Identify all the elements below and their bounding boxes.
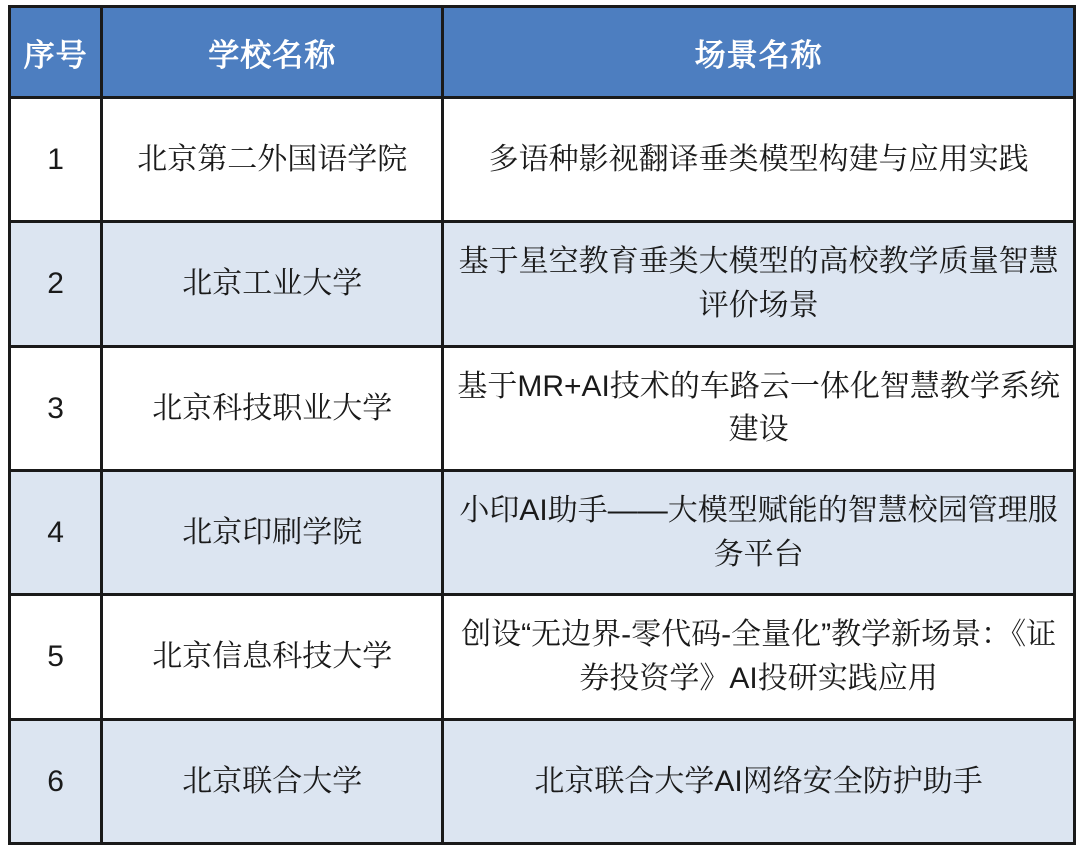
row-index-cell: 2 — [10, 222, 102, 346]
table-body — [10, 98, 1075, 844]
row-scene-cell: 北京联合大学AI网络安全防护助手 — [443, 719, 1075, 843]
table-row — [10, 222, 1075, 346]
row-school-cell: 北京印刷学院 — [102, 470, 443, 594]
row-index-cell: 6 — [10, 719, 102, 843]
table-row — [10, 346, 1075, 470]
row-school-cell: 北京联合大学 — [102, 719, 443, 843]
row-scene-cell: 小印AI助手——大模型赋能的智慧校园管理服务平台 — [443, 470, 1075, 594]
row-scene-cell: 多语种影视翻译垂类模型构建与应用实践 — [443, 98, 1075, 222]
row-scene-cell: 基于星空教育垂类大模型的高校教学质量智慧评价场景 — [443, 222, 1075, 346]
table-page — [8, 5, 1076, 845]
table-row — [10, 719, 1075, 843]
row-index-cell: 3 — [10, 346, 102, 470]
row-school-cell: 北京第二外国语学院 — [102, 98, 443, 222]
table-row — [10, 595, 1075, 719]
row-school-cell: 北京信息科技大学 — [102, 595, 443, 719]
row-school-cell: 北京科技职业大学 — [102, 346, 443, 470]
row-school-cell: 北京工业大学 — [102, 222, 443, 346]
row-scene-cell: 基于MR+AI技术的车路云一体化智慧教学系统建设 — [443, 346, 1075, 470]
header-cell-scene: 场景名称 — [443, 7, 1075, 98]
row-index-cell: 4 — [10, 470, 102, 594]
table-row — [10, 470, 1075, 594]
table-header — [10, 7, 1075, 98]
row-index-cell: 1 — [10, 98, 102, 222]
table-row — [10, 98, 1075, 222]
header-cell-school: 学校名称 — [102, 7, 443, 98]
scene-table — [8, 5, 1076, 845]
header-row — [10, 7, 1075, 98]
row-scene-cell: 创设“无边界-零代码-全量化”教学新场景：《证券投资学》AI投研实践应用 — [443, 595, 1075, 719]
header-cell-index: 序号 — [10, 7, 102, 98]
row-index-cell: 5 — [10, 595, 102, 719]
